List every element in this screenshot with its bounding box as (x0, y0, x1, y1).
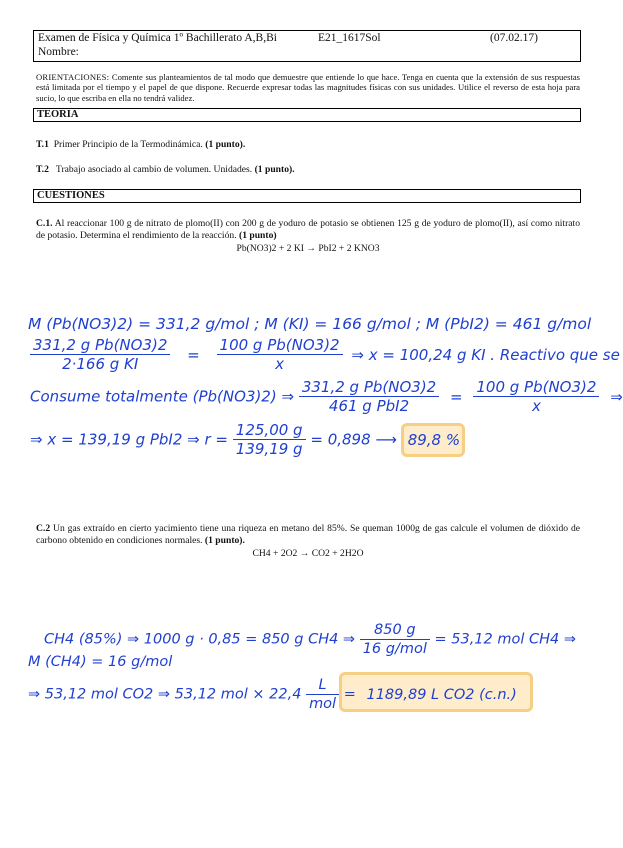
solution2-line1-end: = 53,12 mol CH4 ⇒ (434, 631, 577, 648)
s2-fraction1-denominator: 16 g/mol (362, 640, 427, 657)
s2-fraction2-denominator: mol (309, 695, 337, 712)
fraction3-numerator: 331,2 g Pb(NO3)2 (299, 380, 439, 397)
solution1-line4-start: ⇒ x = 139,19 g PbI2 ⇒ r = (30, 430, 229, 449)
fraction3-denominator: 461 g PbI2 (328, 397, 410, 415)
question-t1 (36, 139, 245, 150)
fraction5-denominator: 139,19 g (235, 440, 303, 458)
fraction1-numerator: 331,2 g Pb(NO3)2 (30, 338, 170, 355)
fraction2-denominator: x (275, 355, 285, 373)
fraction5-numerator: 125,00 g (233, 423, 306, 440)
question-c2 (36, 523, 580, 546)
solution1-line3-start: Consume totalmente (Pb(NO3)2) ⇒ (30, 387, 295, 406)
s2-fraction2-numerator: L (306, 678, 339, 695)
fraction4-numerator: 100 g Pb(NO3)2 (473, 380, 599, 397)
solution1-equals1: = (187, 345, 200, 364)
solution1-result1: ⇒ x = 100,24 g KI . Reactivo que se (351, 345, 620, 364)
solution1-line4 (30, 423, 460, 457)
teoria-header: TEORIA (33, 108, 581, 122)
solution1-final-answer: 89,8 % (407, 430, 461, 449)
t2-text: Trabajo asociado al cambio de volumen. Unidades. (55, 164, 253, 175)
orientaciones-text: Comente sus planteamientos de tal modo que demuestre que entiende lo que hace. Tenga en cuenta que la extensión de sus respuestas está limitada por el tiempo y el papel de que dispone. Recuerde expresar todas las magnitudes físicas con sus unidades. Utilice el reverso de esta hoja para sucio, lo que escriba en ella no tendrá validez. (36, 72, 580, 103)
solution2-fraction1 (360, 623, 430, 656)
solution2-line1-start: CH4 (85%) ⇒ 1000 g · 0,85 = 850 g CH4 ⇒ (44, 631, 356, 648)
c2-label: C.2 (36, 523, 51, 534)
solution1-equals2: = (450, 387, 463, 406)
c1-reaction: Pb(NO3)2 + 2 KI → PbI2 + 2 KNO3 (236, 243, 380, 254)
solution2-line2: M (CH4) = 16 g/mol (28, 654, 173, 670)
exam-title: Examen de Física y Química 1º Bachillerato A,B,Bi (38, 32, 277, 44)
t1-text: Primer Principio de la Termodinámica. (53, 139, 203, 150)
solution1-line4-mid: = 0,898 ⟶ (310, 430, 397, 449)
exam-date: (07.02.17) (490, 32, 538, 44)
c1-text: Al reaccionar 100 g de nitrato de plomo(II) con 200 g de yoduro de potasio se obtienen 125 g de yoduro de plomo(II), así como nitrato de potasio. Determina el rendimiento de la reacción. (36, 218, 580, 241)
solution1-fraction4 (473, 380, 599, 414)
solution1-arrow-end: ⇒ (610, 387, 623, 406)
c2-text: Un gas extraído en cierto yacimiento tiene una riqueza en metano del 85%. Se queman 1000g de gas calcule el volumen de dióxido de carbono obtenido en condiciones normales. (36, 523, 580, 546)
solution1-line2 (30, 338, 620, 372)
t2-label: T.2 (36, 164, 49, 175)
solution2-fraction2 (306, 678, 339, 711)
solution1-molar-masses: M (Pb(NO3)2) = 331,2 g/mol ; M (KI) = 166 g/mol ; M (PbI2) = 461 g/mol (28, 315, 592, 333)
question-c1 (36, 218, 580, 241)
solution2-line3 (28, 678, 517, 711)
c1-label: C.1. (36, 218, 53, 229)
solution1-line3 (30, 380, 623, 414)
solution1-fraction2 (217, 338, 343, 372)
fraction1-denominator: 2·166 g KI (62, 355, 139, 373)
t1-points: (1 punto). (205, 139, 246, 150)
solution2-line3-start: ⇒ 53,12 mol CO2 ⇒ 53,12 mol × 22,4 (28, 686, 302, 703)
exam-code: E21_1617Sol (318, 32, 381, 44)
t1-label: T.1 (36, 139, 49, 150)
solution2-equals: = (343, 686, 356, 703)
solution2-final-answer: 1189,89 L CO2 (c.n.) (366, 686, 517, 703)
fraction4-denominator: x (531, 397, 541, 415)
s2-fraction1-numerator: 850 g (360, 623, 430, 640)
solution1-fraction1 (30, 338, 170, 372)
c2-points: (1 punto). (204, 534, 245, 546)
name-label: Nombre: (38, 46, 79, 58)
question-t2 (36, 164, 295, 175)
orientaciones-label: ORIENTACIONES: (36, 72, 110, 82)
solution1-fraction5 (233, 423, 306, 457)
c2-reaction: CH4 + 2O2 → CO2 + 2H2O (252, 548, 364, 559)
t2-points: (1 punto). (254, 164, 295, 175)
c1-points: (1 punto) (239, 229, 277, 241)
fraction2-numerator: 100 g Pb(NO3)2 (217, 338, 343, 355)
orientaciones (36, 72, 580, 103)
solution2-line1 (44, 623, 576, 656)
solution1-fraction3 (299, 380, 439, 414)
cuestiones-header: CUESTIONES (33, 189, 581, 203)
